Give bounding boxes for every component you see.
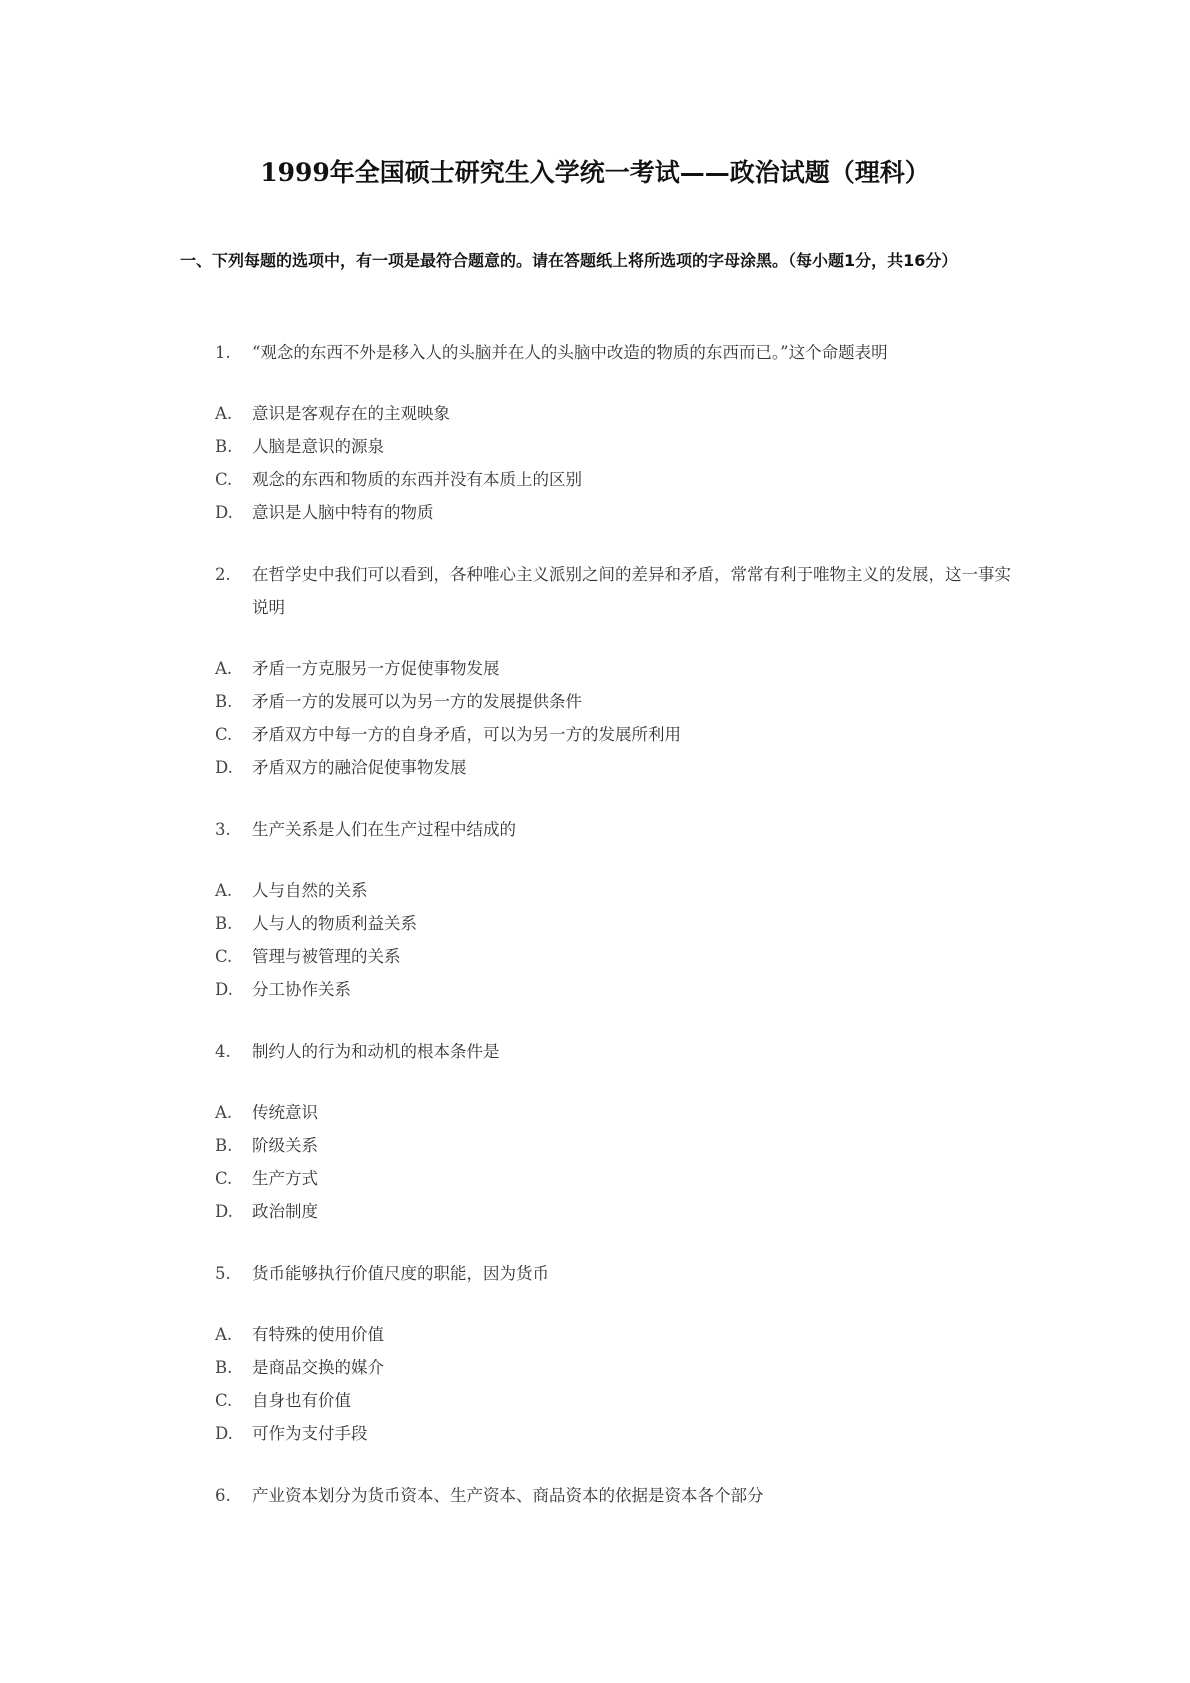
option-item	[215, 1417, 1015, 1450]
option-item	[215, 1162, 1015, 1195]
question-stem	[215, 813, 1015, 846]
option-item	[215, 1318, 1015, 1351]
question-stem	[215, 1035, 1015, 1068]
option-item	[215, 496, 1015, 529]
option-letter: D.	[215, 1424, 233, 1443]
option-item	[215, 718, 1015, 751]
page-title: 1999年全国硕士研究生入学统一考试——政治试题（理科）	[260, 158, 930, 187]
option-text: 传统意识	[252, 1103, 318, 1122]
option-letter: B.	[215, 914, 233, 933]
option-text: 可作为支付手段	[252, 1424, 368, 1443]
option-item	[215, 973, 1015, 1006]
option-letter: D.	[215, 1202, 233, 1221]
option-letter: C.	[215, 1169, 233, 1188]
option-text: 矛盾双方中每一方的自身矛盾，可以为另一方的发展所利用	[252, 725, 681, 744]
option-item	[215, 463, 1015, 496]
question-item	[215, 558, 1015, 784]
option-item	[215, 751, 1015, 784]
option-item	[215, 1096, 1015, 1129]
option-text: 是商品交换的媒介	[252, 1358, 384, 1377]
option-letter: A.	[215, 1103, 233, 1122]
question-text: “观念的东西不外是移入人的头脑并在人的头脑中改造的物质的东西而已。”这个命题表明	[252, 343, 888, 362]
option-text: 矛盾一方克服另一方促使事物发展	[252, 659, 500, 678]
question-item	[215, 336, 1015, 529]
option-text: 自身也有价值	[252, 1391, 351, 1410]
option-list	[215, 397, 1015, 529]
option-list	[215, 874, 1015, 1006]
option-item	[215, 907, 1015, 940]
question-text: 制约人的行为和动机的根本条件是	[252, 1042, 500, 1061]
question-number: 4.	[215, 1042, 231, 1061]
question-text: 货币能够执行价值尺度的职能，因为货币	[252, 1264, 549, 1283]
question-number: 5.	[215, 1264, 231, 1283]
question-text: 在哲学史中我们可以看到，各种唯心主义派别之间的差异和矛盾，常常有利于唯物主义的发展，这一事实说明	[252, 565, 1011, 617]
question-item	[215, 1479, 1015, 1512]
option-text: 意识是人脑中特有的物质	[252, 503, 434, 522]
option-letter: B.	[215, 692, 233, 711]
option-item	[215, 940, 1015, 973]
option-text: 人脑是意识的源泉	[252, 437, 384, 456]
option-text: 分工协作关系	[252, 980, 351, 999]
option-text: 阶级关系	[252, 1136, 318, 1155]
option-letter: C.	[215, 1391, 233, 1410]
option-list	[215, 1096, 1015, 1228]
option-text: 政治制度	[252, 1202, 318, 1221]
option-letter: B.	[215, 437, 233, 456]
option-text: 意识是客观存在的主观映象	[252, 404, 450, 423]
option-item	[215, 652, 1015, 685]
option-text: 人与人的物质利益关系	[252, 914, 417, 933]
option-item	[215, 1351, 1015, 1384]
question-item	[215, 1257, 1015, 1450]
option-text: 矛盾双方的融洽促使事物发展	[252, 758, 467, 777]
question-number: 1.	[215, 343, 231, 362]
option-letter: A.	[215, 659, 233, 678]
option-item	[215, 874, 1015, 907]
option-list	[215, 1318, 1015, 1450]
question-list	[215, 336, 1015, 1541]
option-letter: D.	[215, 758, 233, 777]
question-number: 3.	[215, 820, 231, 839]
option-item	[215, 1195, 1015, 1228]
option-letter: C.	[215, 947, 233, 966]
option-letter: A.	[215, 881, 233, 900]
option-letter: C.	[215, 725, 233, 744]
question-number: 2.	[215, 565, 231, 584]
option-letter: D.	[215, 980, 233, 999]
option-item	[215, 397, 1015, 430]
option-letter: C.	[215, 470, 233, 489]
option-letter: D.	[215, 503, 233, 522]
option-text: 生产方式	[252, 1169, 318, 1188]
option-letter: A.	[215, 404, 233, 423]
option-item	[215, 430, 1015, 463]
option-letter: A.	[215, 1325, 233, 1344]
option-text: 有特殊的使用价值	[252, 1325, 384, 1344]
option-item	[215, 685, 1015, 718]
section-instructions: 一、下列每题的选项中，有一项是最符合题意的。请在答题纸上将所选项的字母涂黑。（每小题1分，共16分）	[180, 251, 958, 270]
option-item	[215, 1129, 1015, 1162]
option-letter: B.	[215, 1136, 233, 1155]
question-stem	[215, 558, 1015, 624]
question-item	[215, 813, 1015, 1006]
question-text: 生产关系是人们在生产过程中结成的	[252, 820, 516, 839]
question-text: 产业资本划分为货币资本、生产资本、商品资本的依据是资本各个部分	[252, 1486, 764, 1505]
option-text: 矛盾一方的发展可以为另一方的发展提供条件	[252, 692, 582, 711]
option-list	[215, 652, 1015, 784]
question-stem	[215, 1479, 1015, 1512]
question-stem	[215, 336, 1015, 369]
question-stem	[215, 1257, 1015, 1290]
option-text: 人与自然的关系	[252, 881, 368, 900]
question-item	[215, 1035, 1015, 1228]
option-text: 管理与被管理的关系	[252, 947, 401, 966]
option-letter: B.	[215, 1358, 233, 1377]
option-item	[215, 1384, 1015, 1417]
option-text: 观念的东西和物质的东西并没有本质上的区别	[252, 470, 582, 489]
question-number: 6.	[215, 1486, 231, 1505]
